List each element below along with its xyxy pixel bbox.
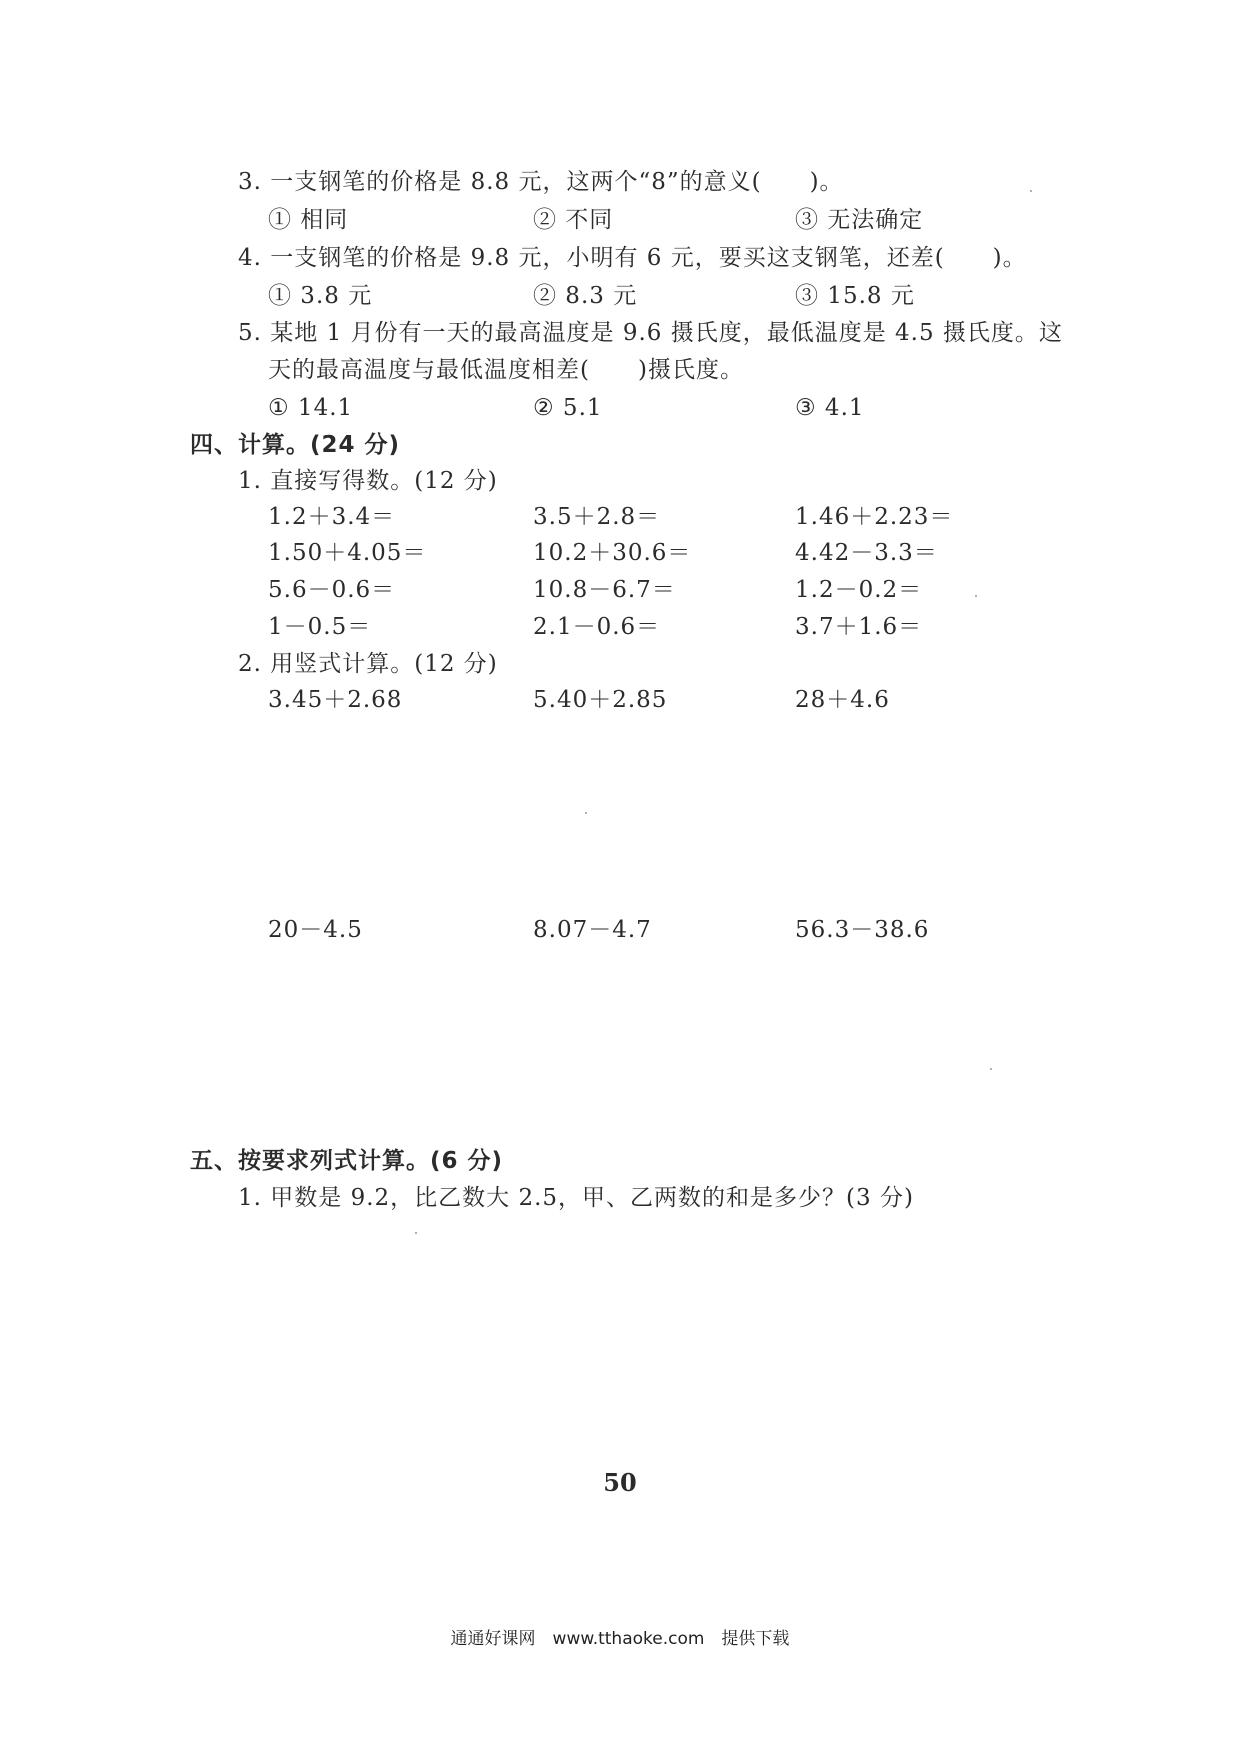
scan-speck (975, 595, 977, 597)
mental-math-item: 3.7＋1.6＝ (795, 614, 923, 640)
question-3-option-1: ① 相同 (268, 207, 349, 233)
scan-speck (1030, 190, 1032, 192)
section-4-sub1-title: 1. 直接写得数。(12 分) (238, 468, 498, 494)
section-4-sub2-title: 2. 用竖式计算。(12 分) (238, 651, 498, 677)
vertical-calc-item: 28＋4.6 (795, 687, 890, 713)
section-5-title: 五、按要求列式计算。(6 分) (190, 1148, 504, 1174)
question-5-text-line2: 天的最高温度与最低温度相差( )摄氏度。 (268, 357, 744, 383)
download-footer: 通通好课网 www.tthaoke.com 提供下载 (450, 1629, 790, 1649)
scan-speck (990, 1068, 992, 1070)
section-5-question-1: 1. 甲数是 9.2，比乙数大 2.5，甲、乙两数的和是多少？(3 分) (238, 1185, 914, 1211)
question-5-option-1: ① 14.1 (268, 395, 354, 421)
question-3-text: 3. 一支钢笔的价格是 8.8 元，这两个“8”的意义( )。 (238, 169, 844, 195)
question-5-text-line1: 5. 某地 1 月份有一天的最高温度是 9.6 摄氏度，最低温度是 4.5 摄氏度。这 (238, 320, 1063, 346)
question-3-option-3: ③ 无法确定 (795, 207, 924, 233)
question-3-option-2: ② 不同 (533, 207, 614, 233)
vertical-calc-item: 3.45＋2.68 (268, 687, 403, 713)
question-4-option-3: ③ 15.8 元 (795, 283, 915, 309)
mental-math-item: 1.46＋2.23＝ (795, 504, 954, 530)
mental-math-item: 10.8－6.7＝ (533, 577, 676, 603)
page-number: 50 (603, 1468, 637, 1497)
question-5-option-3: ③ 4.1 (795, 395, 865, 421)
mental-math-item: 5.6－0.6＝ (268, 577, 396, 603)
question-5-option-2: ② 5.1 (533, 395, 603, 421)
question-4-option-2: ② 8.3 元 (533, 283, 638, 309)
question-4-text: 4. 一支钢笔的价格是 9.8 元，小明有 6 元，要买这支钢笔，还差( )。 (238, 245, 1027, 271)
vertical-calc-item: 5.40＋2.85 (533, 687, 668, 713)
mental-math-item: 1.50＋4.05＝ (268, 540, 427, 566)
mental-math-item: 2.1－0.6＝ (533, 614, 661, 640)
vertical-calc-item: 20－4.5 (268, 917, 363, 943)
scan-speck (415, 1232, 417, 1234)
mental-math-item: 4.42－3.3＝ (795, 540, 938, 566)
question-4-option-1: ① 3.8 元 (268, 283, 373, 309)
mental-math-item: 10.2＋30.6＝ (533, 540, 692, 566)
mental-math-item: 1－0.5＝ (268, 614, 372, 640)
mental-math-item: 1.2＋3.4＝ (268, 504, 396, 530)
section-4-title: 四、计算。(24 分) (190, 432, 401, 458)
mental-math-item: 3.5＋2.8＝ (533, 504, 661, 530)
scan-speck (585, 812, 587, 814)
mental-math-item: 1.2－0.2＝ (795, 577, 923, 603)
vertical-calc-item: 56.3－38.6 (795, 917, 930, 943)
vertical-calc-item: 8.07－4.7 (533, 917, 652, 943)
